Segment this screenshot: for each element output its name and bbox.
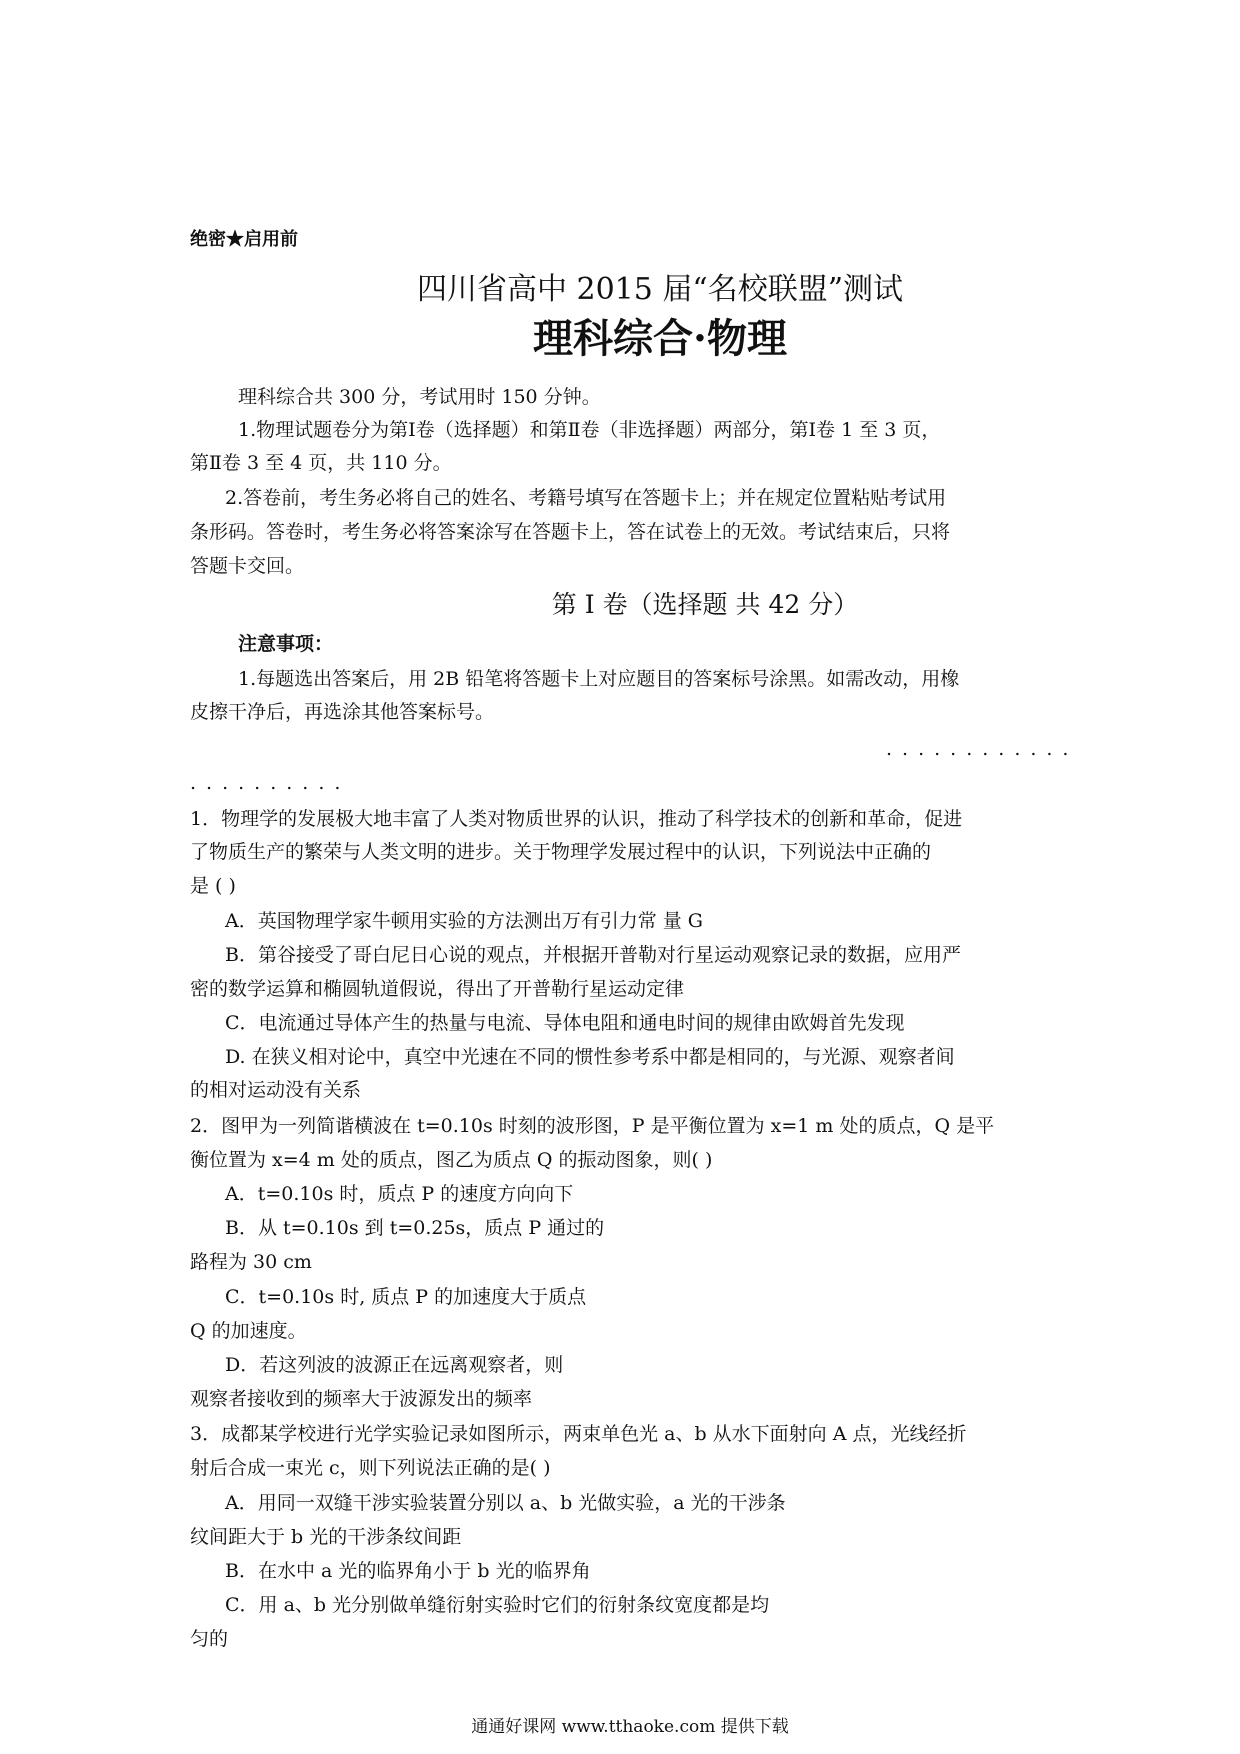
notes-label: 注意事项： [238, 633, 334, 655]
q2-option-b-line-1: B．从 t=0.10s 到 t=0.25s，质点 P 通过的 [225, 1217, 605, 1239]
intro-line-1: 理科综合共 300 分，考试用时 150 分钟。 [238, 386, 601, 408]
q1-stem-line-2: 了物质生产的繁荣与人类文明的进步。关于物理学发展过程中的认识，下列说法中正确的 [190, 841, 932, 863]
note-1-line-1: 1.每题选出答案后，用 2B 铅笔将答题卡上对应题目的答案标号涂黑。如需改动，用橡 [238, 668, 960, 690]
q2-stem-line-2: 衡位置为 x=4 m 处的质点，图乙为质点 Q 的振动图象，则( ) [190, 1149, 713, 1171]
subject-title: 理科综合·物理 [533, 315, 787, 362]
exam-title: 四川省高中 2015 届“名校联盟”测试 [416, 272, 904, 307]
q3-option-c-line-2: 匀的 [190, 1628, 229, 1650]
q3-option-a-line-1: A．用同一双缝干涉实验装置分别以 a、b 光做实验，a 光的干涉条 [225, 1492, 786, 1514]
q3-option-c-line-1: C．用 a、b 光分别做单缝衍射实验时它们的衍射条纹宽度都是均 [225, 1594, 770, 1616]
q3-stem-line-1: 3．成都某学校进行光学实验记录如图所示，两束单色光 a、b 从水下面射向 A 点，光线经折 [190, 1423, 967, 1445]
dots-right: ............ [886, 738, 1079, 760]
q1-option-b-line-1: B．第谷接受了哥白尼日心说的观点，并根据开普勒对行星运动观察记录的数据，应用严 [225, 944, 961, 966]
q1-option-b-line-2: 密的数学运算和椭圆轨道假说，得出了开普勒行星运动定律 [190, 978, 685, 1000]
q2-option-b-line-2: 路程为 30 cm [190, 1251, 312, 1273]
q3-option-a-line-2: 纹间距大于 b 光的干涉条纹间距 [190, 1526, 462, 1548]
q2-option-d-line-2: 观察者接收到的频率大于波源发出的频率 [190, 1388, 533, 1410]
q2-option-a: A．t=0.10s 时，质点 P 的速度方向向下 [225, 1183, 574, 1205]
q2-option-d-line-1: D．若这列波的波源正在远离观察者，则 [225, 1354, 564, 1376]
secret-mark: 绝密★启用前 [190, 229, 298, 250]
q1-option-d-line-2: 的相对运动没有关系 [190, 1079, 362, 1101]
q3-option-b: B．在水中 a 光的临界角小于 b 光的临界角 [225, 1560, 591, 1582]
note-1-line-2: 皮擦干净后，再选涂其他答案标号。 [190, 701, 495, 723]
section-title: 第 Ⅰ 卷（选择题 共 42 分） [551, 590, 859, 619]
intro-line-6: 答题卡交回。 [190, 555, 305, 577]
intro-line-5: 条形码。答卷时，考生务必将答案涂写在答题卡上，答在试卷上的无效。考试结束后，只将 [190, 521, 951, 543]
q1-stem-line-1: 1．物理学的发展极大地丰富了人类对物质世界的认识，推动了科学技术的创新和革命，促进 [190, 808, 963, 830]
intro-line-2: 1.物理试题卷分为第Ⅰ卷（选择题）和第Ⅱ卷（非选择题）两部分，第Ⅰ卷 1 至 3 页， [238, 419, 941, 441]
q1-option-c: C．电流通过导体产生的热量与电流、导体电阻和通电时间的规律由欧姆首先发现 [225, 1012, 905, 1034]
q2-stem-line-1: 2．图甲为一列简谐横波在 t=0.10s 时刻的波形图，P 是平衡位置为 x=1 m 处的质点，Q 是平 [190, 1115, 995, 1137]
q1-option-a: A．英国物理学家牛顿用实验的方法测出万有引力常 量 G [225, 910, 703, 932]
intro-line-3: 第Ⅱ卷 3 至 4 页，共 110 分。 [190, 452, 452, 474]
q2-option-c-line-2: Q 的加速度。 [190, 1320, 307, 1342]
q1-option-d-line-1: D. 在狭义相对论中，真空中光速在不同的惯性参考系中都是相同的，与光源、观察者间 [225, 1046, 955, 1068]
q3-stem-line-2: 射后合成一束光 c，则下列说法正确的是( ) [190, 1457, 551, 1479]
q1-stem-line-3: 是 ( ) [190, 875, 236, 897]
dots-left: .......... [190, 772, 351, 794]
footer-text: 通通好课网 www.tthaoke.com 提供下载 [471, 1717, 789, 1737]
q2-option-c-line-1: C．t=0.10s 时, 质点 P 的加速度大于质点 [225, 1286, 587, 1308]
intro-line-4: 2.答卷前，考生务必将自己的姓名、考籍号填写在答题卡上；并在规定位置粘贴考试用 [225, 487, 947, 509]
